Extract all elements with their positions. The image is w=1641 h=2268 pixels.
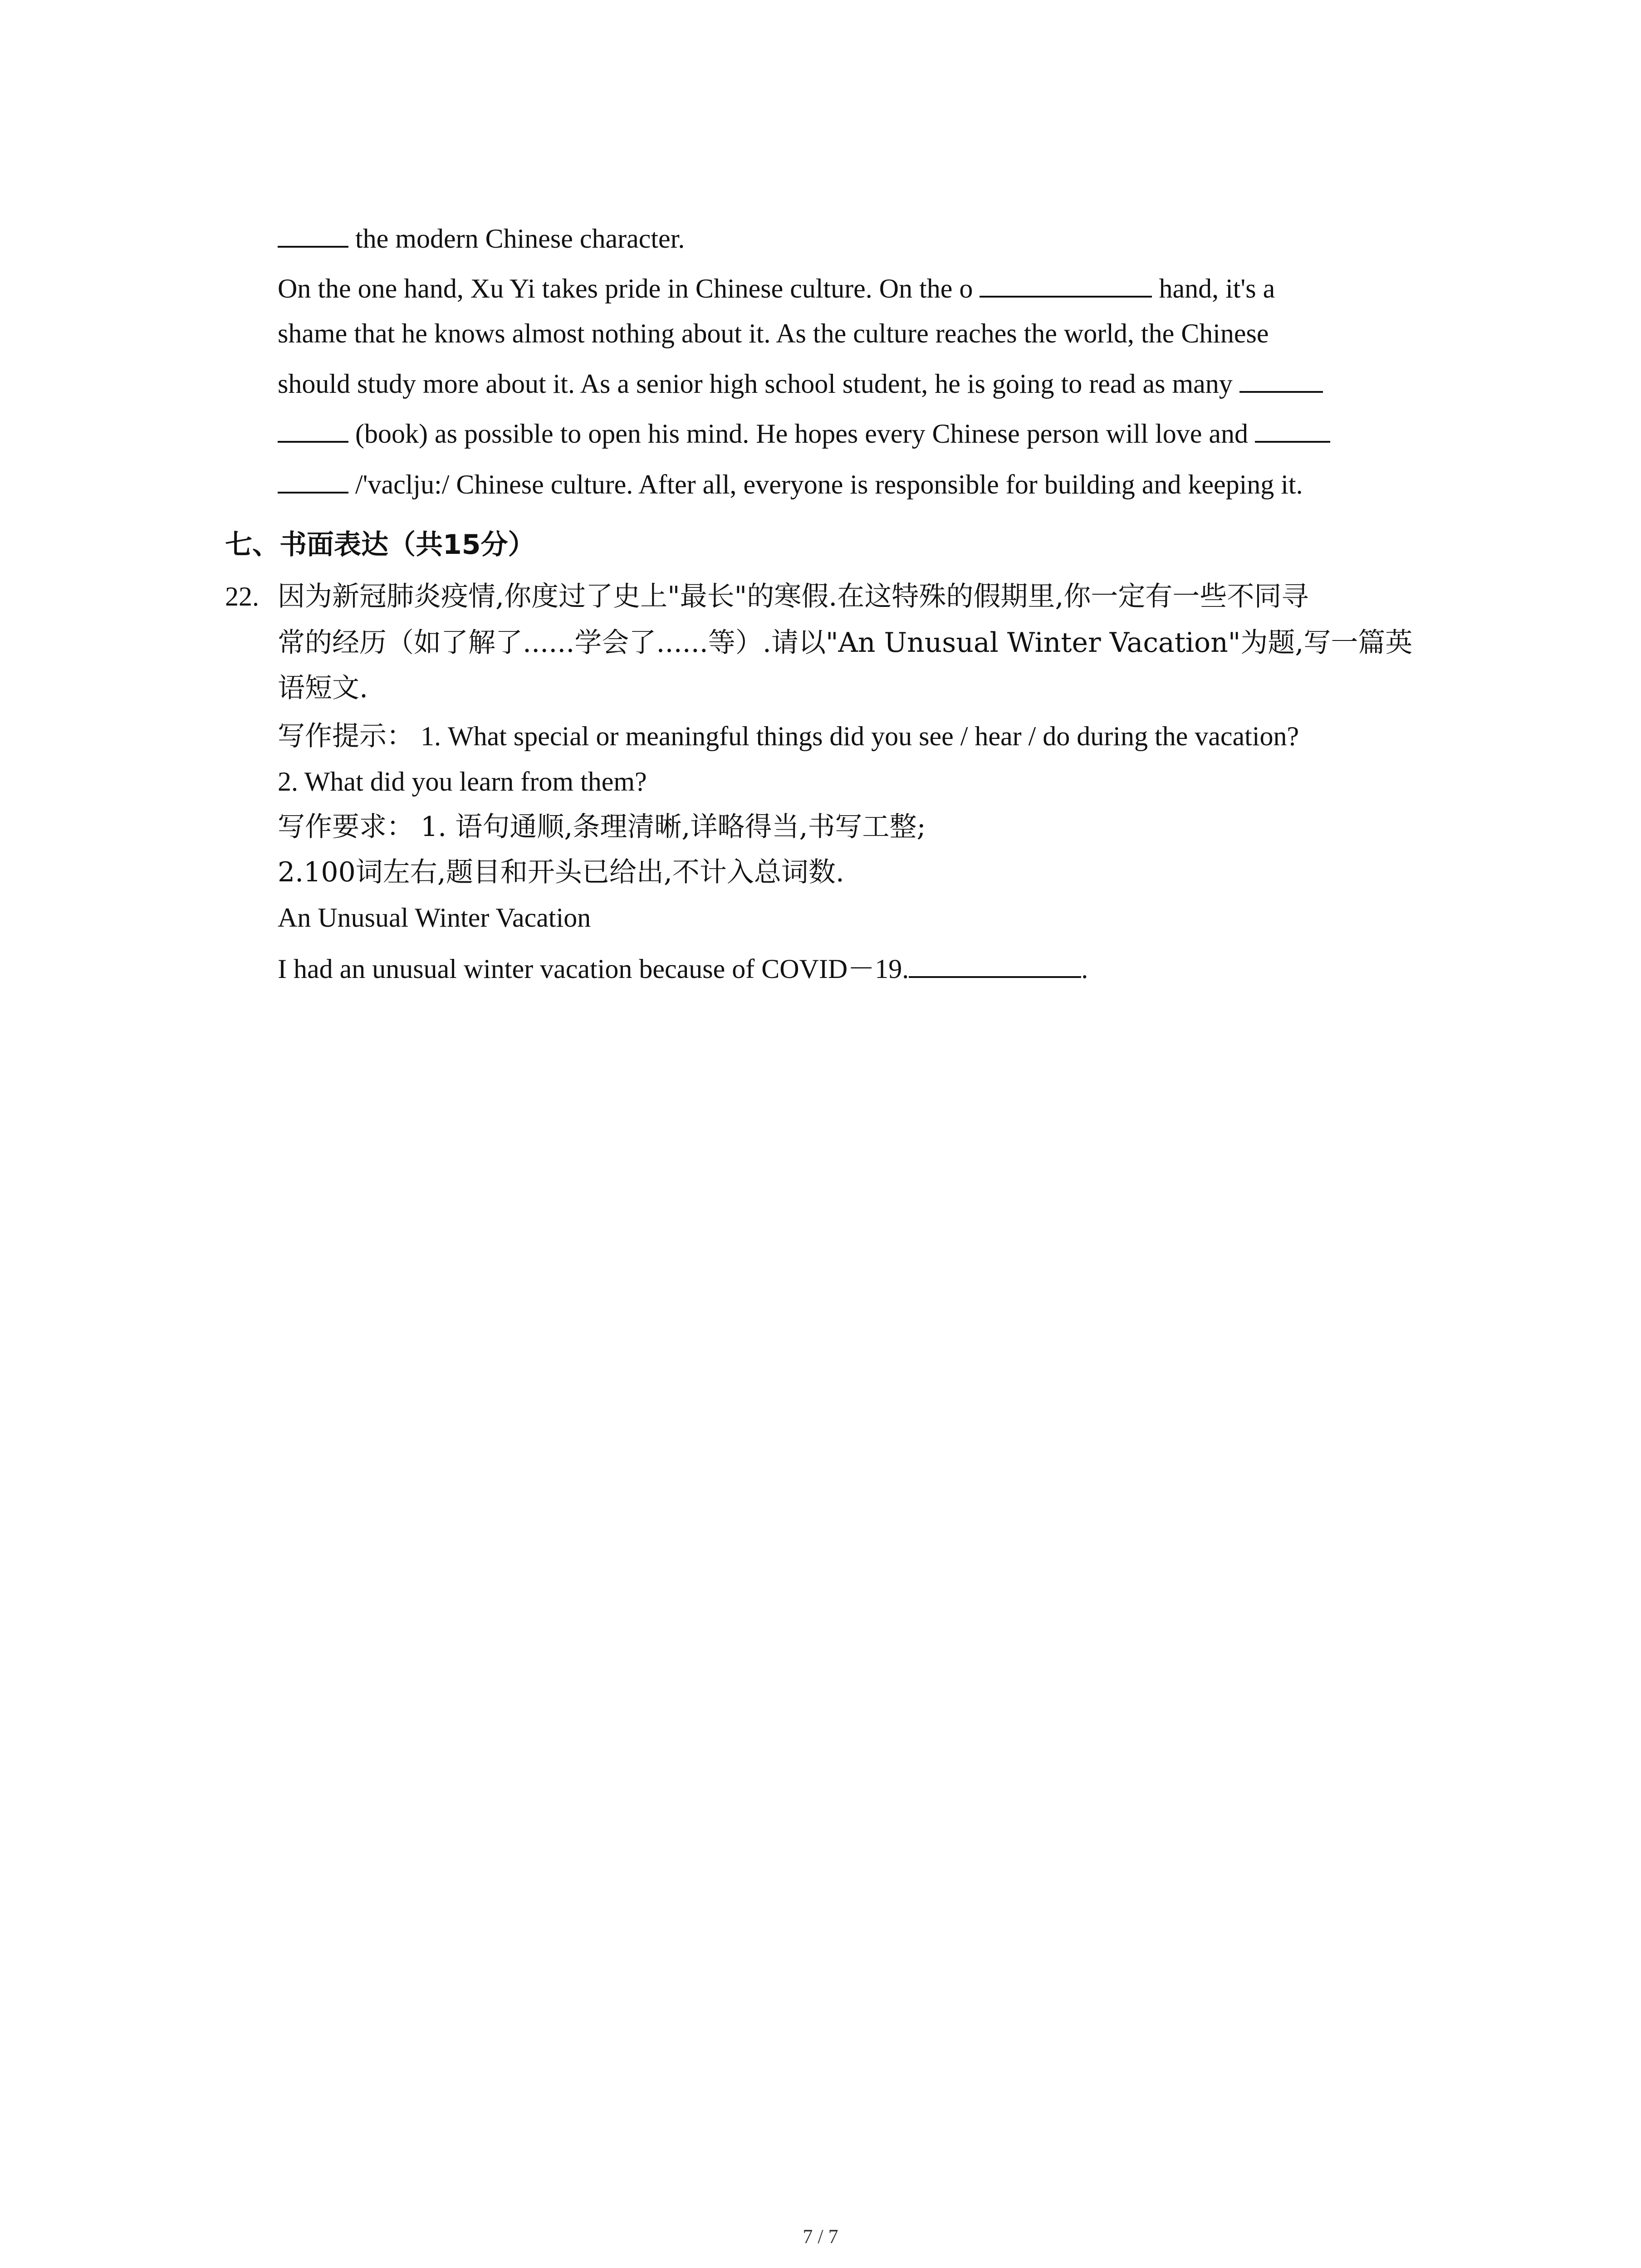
writing-requirements-line-1 [278,811,926,843]
passage-text: (book) as possible to open his mind. He hopes every Chinese person will love and [355,419,1248,449]
passage-text: should study more about it. As a senior high school student, he is going to read as many [278,369,1233,399]
passage-text: the modern Chinese character. [355,224,685,254]
essay-opening-text: I had an unusual winter vacation because of COVID－19. [278,954,909,984]
writing-requirement-1: 1. 语句通顺,条理清晰,详略得当,书写工整; [421,811,926,843]
passage-line-4 [278,367,1323,400]
passage-text: hand, it's a [1159,274,1275,303]
passage-text: /'vaclju:/ Chinese culture. After all, everyone is responsible for building and keeping it. [355,469,1303,499]
question-prompt-line-3: 语短文. [278,672,368,704]
passage-text: shame that he knows almost nothing about it. As the culture reaches the world, the Chinese [278,318,1269,348]
question-prompt-line-2: 常的经历（如了解了......学会了......等）.请以"An Unusual Winter Vacation"为题,写一篇英 [278,627,1413,659]
answer-blank[interactable] [980,271,1152,298]
writing-hint-2: 2. What did you learn from them? [278,767,647,797]
answer-blank[interactable] [278,221,348,248]
writing-hints-line-1 [278,720,1299,752]
passage-line-2 [278,271,1275,304]
section-heading: 七、书面表达（共15分） [225,529,535,561]
answer-blank[interactable] [278,416,348,443]
writing-hint-1: 1. What special or meaningful things did you see / hear / do during the vacation? [421,721,1299,751]
passage-line-6 [278,467,1303,500]
passage-line-5 [278,416,1330,450]
answer-blank[interactable] [1239,367,1323,393]
writing-hints-label: 写作提示： [278,720,414,752]
question-number: 22. [225,582,259,611]
page-number: 7 / 7 [803,2225,838,2248]
question-prompt-line-1: 因为新冠肺炎疫情,你度过了史上"最长"的寒假.在这特殊的假期里,你一定有一些不同寻 [278,581,1309,612]
essay-opening-line [278,952,1088,985]
essay-title: An Unusual Winter Vacation [278,903,591,933]
answer-blank[interactable] [1255,416,1330,443]
essay-end-period: . [1081,954,1088,984]
answer-blank[interactable] [278,467,348,494]
essay-answer-blank[interactable] [909,952,1081,978]
writing-requirements-label: 写作要求： [278,811,414,843]
passage-text: On the one hand, Xu Yi takes pride in Chinese culture. On the o [278,274,973,303]
passage-line-3 [278,318,1269,349]
writing-requirement-2: 2.100词左右,题目和开头已给出,不计入总词数. [278,856,844,888]
passage-line-1 [278,221,685,254]
